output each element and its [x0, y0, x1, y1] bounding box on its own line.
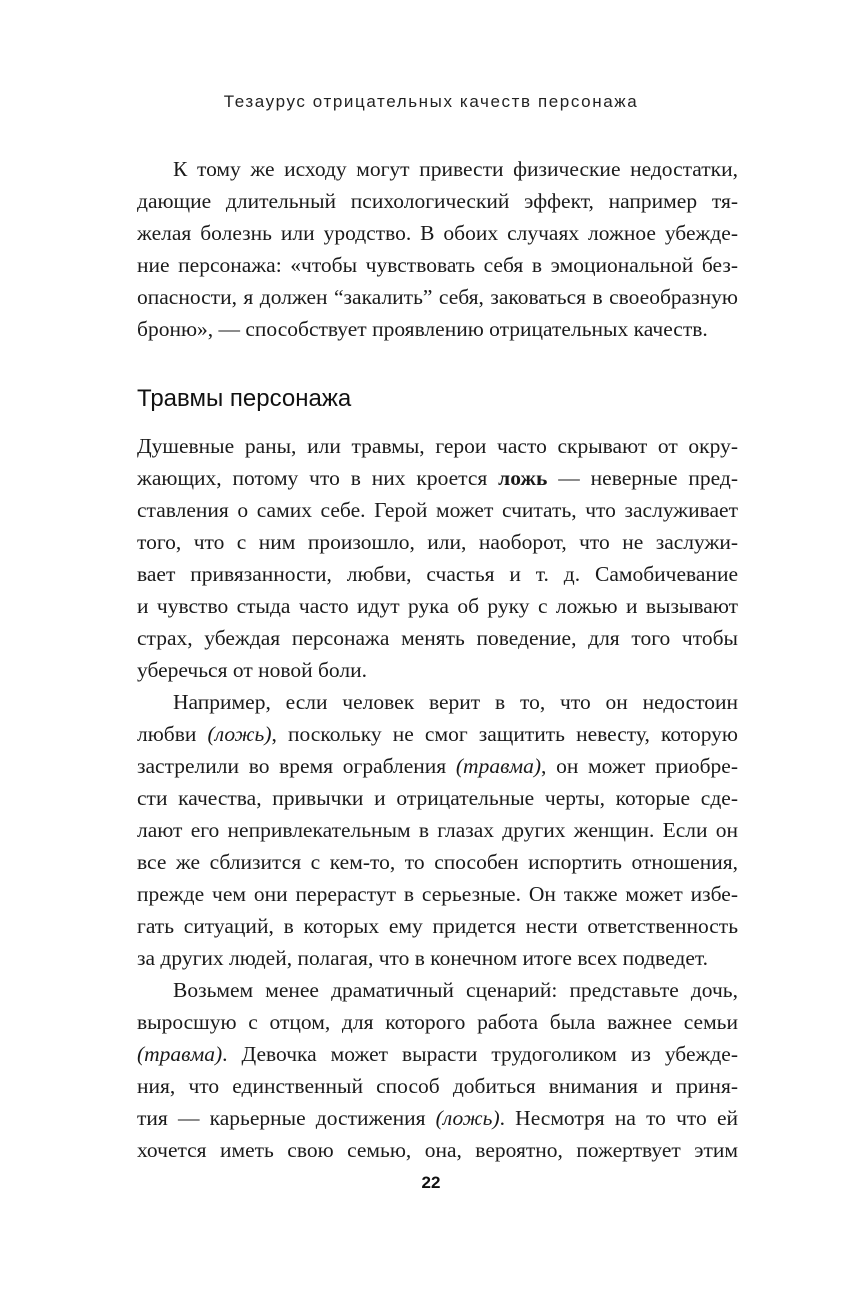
text-run: , он может приобре-	[541, 754, 738, 778]
text-line: сти качества, привычки и отрицательные черты, которые сде-	[137, 786, 738, 810]
text-line: хочется иметь свою семью, она, вероятно, пожертвует этим	[137, 1138, 738, 1162]
text-line: вает привязанности, любви, счастья и т. д. Самобичевание	[137, 562, 738, 586]
italic-term: (травма)	[137, 1042, 223, 1066]
text-run: любви	[137, 722, 208, 746]
text-line: выросшую с отцом, для которого работа была важнее семьи	[137, 1010, 738, 1034]
text-line: Например, если человек верит в то, что он недостоин	[173, 690, 738, 714]
text-run: . Несмотря на то что ей	[499, 1106, 738, 1130]
text-line: за других людей, полагая, что в конечном итоге всех подведет.	[137, 946, 709, 970]
page-number: 22	[421, 1173, 441, 1192]
text-line: страх, убеждая персонажа менять поведение, для того чтобы	[137, 626, 738, 650]
text-run: тия — карьерные достижения	[137, 1106, 436, 1130]
text-line: уберечься от новой боли.	[137, 658, 367, 682]
text-line: прежде чем они перерастут в серьезные. Он также может избе-	[137, 882, 738, 906]
italic-term: (ложь)	[207, 722, 272, 746]
text-line: ние персонажа: «чтобы чувствовать себя в эмоциональной без-	[137, 253, 738, 277]
italic-term: (ложь)	[435, 1106, 500, 1130]
text-run: , поскольку не смог защитить невесту, которую	[271, 722, 738, 746]
section-heading: Травмы персонажа	[137, 385, 352, 412]
text-line: гать ситуаций, в которых ему придется нести ответственность	[137, 914, 738, 938]
text-line	[137, 718, 738, 750]
text-run: жающих, потому что в них кроется	[137, 466, 499, 490]
text-line: ставления о самих себе. Герой может считать, что заслуживает	[137, 498, 738, 522]
text-line: ния, что единственный способ добиться внимания и приня-	[137, 1074, 738, 1098]
text-run: застрелили во время ограбления	[137, 754, 456, 778]
intro-paragraph	[137, 153, 738, 345]
text-line: опасности, я должен “закалить” себя, заковаться в своеобразную	[137, 285, 738, 309]
bold-term: ложь	[498, 466, 548, 490]
text-line: К тому же исходу могут привести физические недостатки,	[173, 157, 738, 181]
text-line: того, что с ним произошло, или, наоборот, что не заслужи-	[137, 530, 738, 554]
italic-term: (травма)	[455, 754, 542, 778]
text-line: желая болезнь или уродство. В обоих случаях ложное убежде-	[137, 221, 738, 245]
text-line	[137, 1102, 738, 1134]
text-run: — неверные пред-	[547, 466, 738, 490]
text-line: и чувство стыда часто идут рука об руку с ложью и вызывают	[137, 594, 738, 618]
text-line	[137, 462, 738, 494]
text-line: Возьмем менее драматичный сценарий: представьте дочь,	[173, 978, 738, 1002]
text-line: лают его непривлекательным в глазах других женщин. Если он	[137, 818, 738, 842]
text-line: броню», — способствует проявлению отрицательных качеств.	[137, 317, 708, 341]
text-line: Душевные раны, или травмы, герои часто скрывают от окру-	[137, 434, 738, 458]
text-line: дающие длительный психологический эффект, например тя-	[137, 189, 738, 213]
body-text	[137, 430, 738, 1166]
text-run: . Девочка может вырасти трудоголиком из убежде-	[222, 1042, 738, 1066]
text-line	[137, 1038, 738, 1070]
running-head: Тезаурус отрицательных качеств персонажа	[223, 92, 639, 111]
text-line	[137, 750, 738, 782]
text-line: все же сблизится с кем-то, то способен испортить отношения,	[137, 850, 738, 874]
